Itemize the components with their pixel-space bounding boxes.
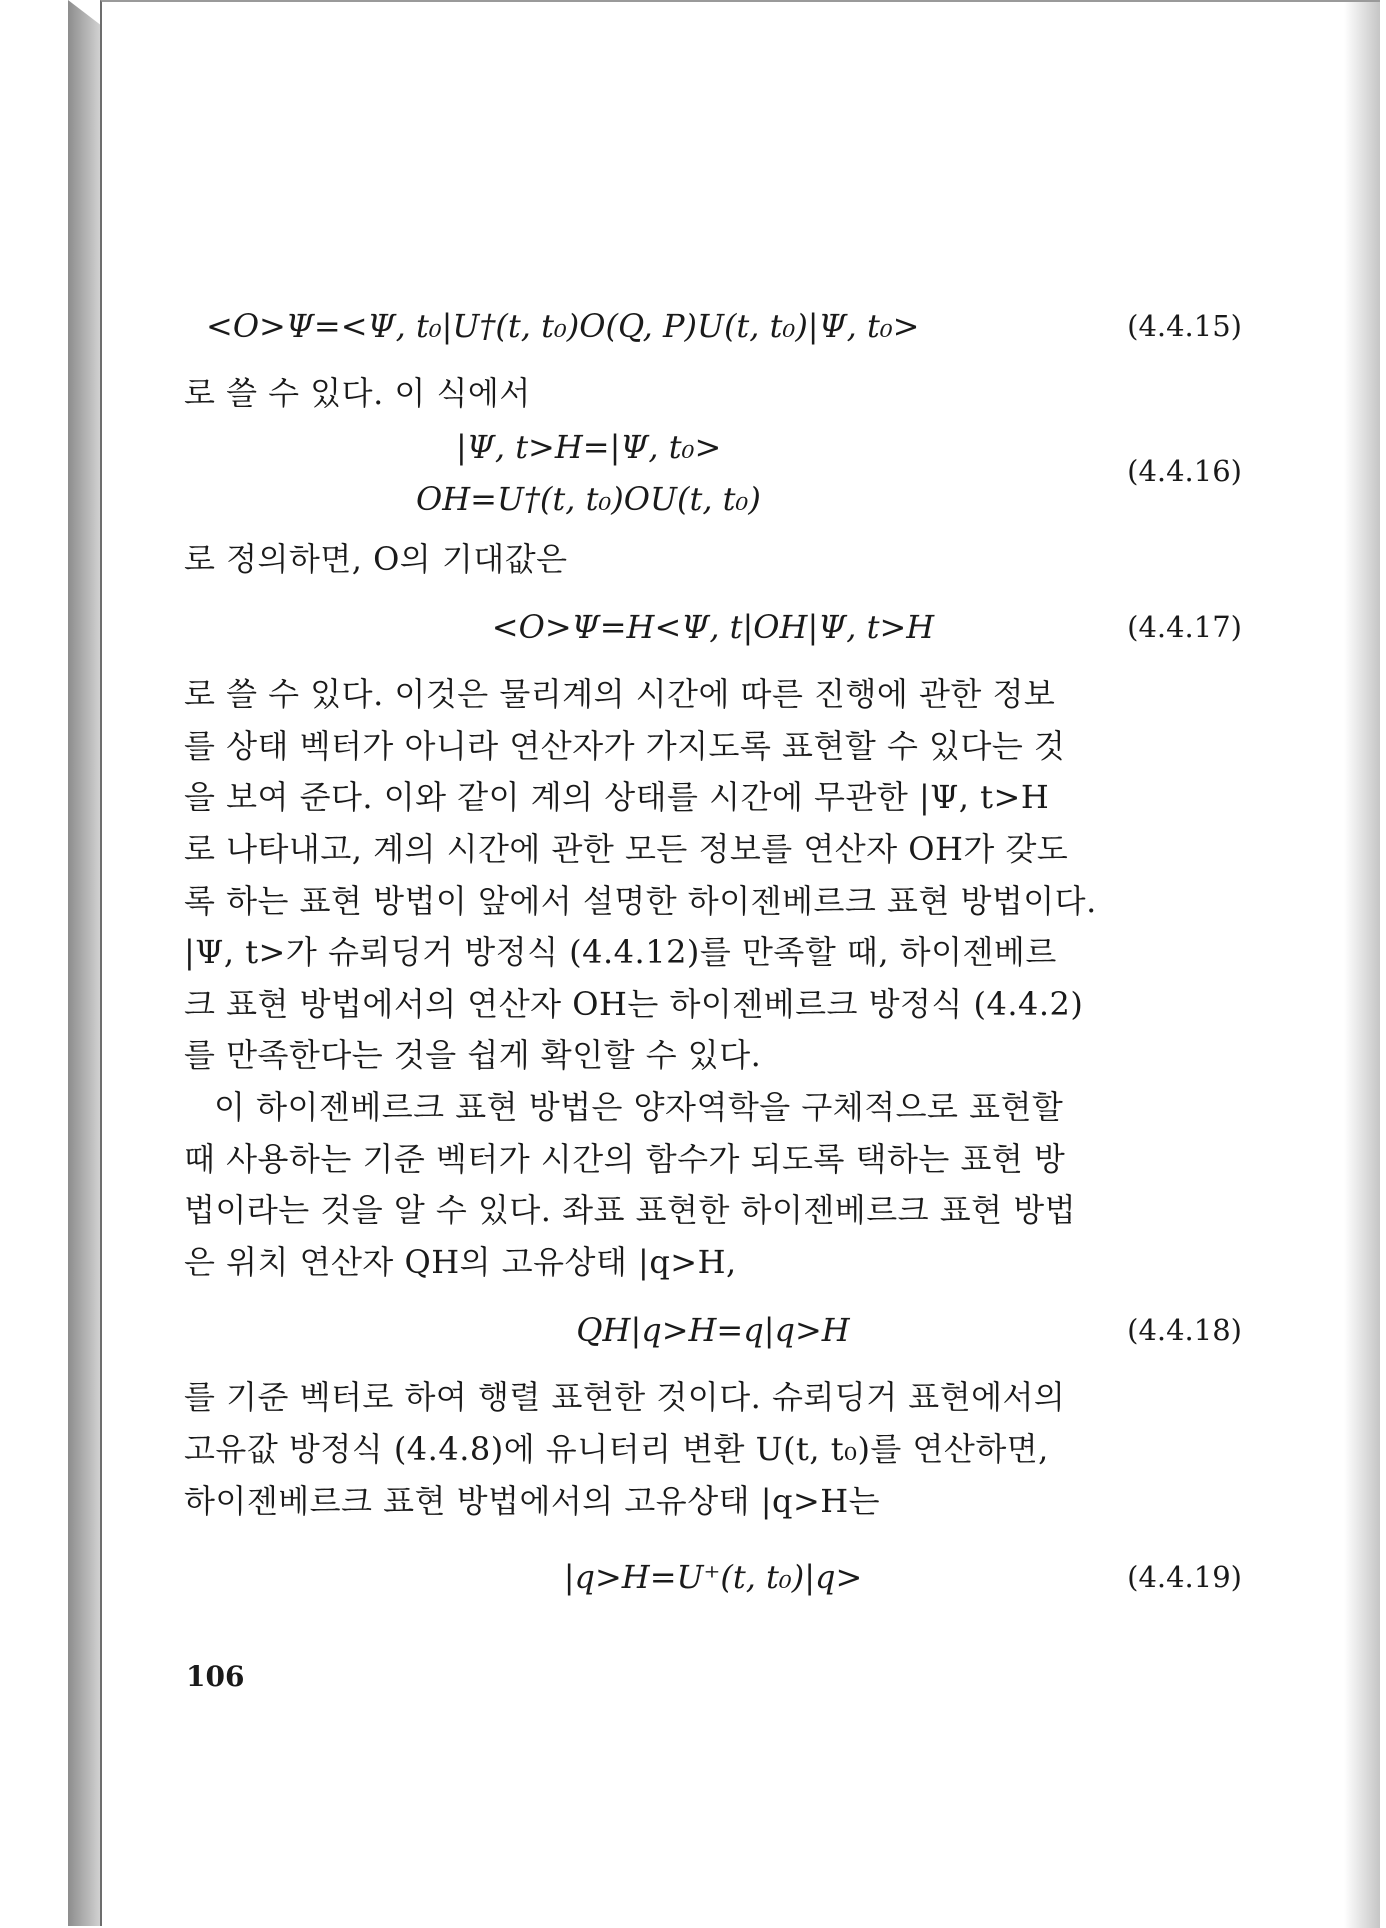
text-line: 로 쓸 수 있다. 이것은 물리계의 시간에 따른 진행에 관한 정보: [184, 675, 1056, 714]
book-spine: [68, 0, 102, 1926]
equation-number: (4.4.18): [1127, 1313, 1242, 1348]
paragraph-5: [184, 1372, 1242, 1527]
equation-body: <O>Ψ=H<Ψ, t|OH|Ψ, t>H: [491, 608, 935, 647]
text-line: 로 쓸 수 있다. 이 식에서: [184, 374, 531, 412]
equation-4-4-18: [184, 1300, 1242, 1360]
equation-number: (4.4.16): [1127, 453, 1242, 488]
equation-number: (4.4.15): [1127, 309, 1242, 343]
text-line: 을 보여 준다. 이와 같이 계의 상태를 시간에 무관한 |Ψ, t>H: [184, 778, 1050, 817]
text-line: 법이라는 것을 알 수 있다. 좌표 표현한 하이젠베르크 표현 방법: [184, 1191, 1077, 1230]
equation-body: QH|q>H=q|q>H: [576, 1311, 850, 1350]
page-edge-shadow: [1344, 2, 1380, 1928]
page-number: 106: [186, 1660, 245, 1693]
equation-body: <O>Ψ=<Ψ, t₀|U†(t, t₀)O(Q, P)U(t, t₀)|Ψ, t₀>: [206, 307, 920, 345]
equation-number: (4.4.19): [1127, 1560, 1242, 1595]
paragraph-2: [184, 534, 1242, 586]
equation-line-2: OH=U†(t, t₀)OU(t, t₀): [416, 479, 761, 518]
text-line: 크 표현 방법에서의 연산자 OH는 하이젠베르크 방정식 (4.4.2): [184, 984, 1084, 1023]
equation-number: (4.4.17): [1127, 610, 1242, 645]
text-line: 하이젠베르크 표현 방법에서의 고유상태 |q>H는: [184, 1481, 881, 1520]
equation-line-1: |Ψ, t>H=|Ψ, t₀>: [456, 427, 722, 466]
paragraph-4: [184, 1082, 1242, 1288]
paragraph-3: [184, 669, 1242, 1082]
text-line: 를 기준 벡터로 하여 행렬 표현한 것이다. 슈뢰딩거 표현에서의: [184, 1378, 1066, 1417]
text-line: 때 사용하는 기준 벡터가 시간의 함수가 되도록 택하는 표현 방: [184, 1139, 1066, 1178]
text-line: 고유값 방정식 (4.4.8)에 유니터리 변환 U(t, t₀)를 연산하면,: [184, 1429, 1049, 1468]
equation-4-4-15: [184, 296, 1242, 356]
text-line: 로 나타내고, 계의 시간에 관한 모든 정보를 연산자 OH가 갖도: [184, 829, 1069, 868]
text-line: 로 정의하면, O의 기대값은: [184, 539, 568, 578]
page-content: [184, 296, 1242, 1607]
equation-4-4-16: [184, 428, 1242, 530]
text-line: 를 상태 벡터가 아니라 연산자가 가지도록 표현할 수 있다는 것: [184, 726, 1066, 765]
paragraph-1: [184, 368, 1242, 420]
text-line: |Ψ, t>가 슈뢰딩거 방정식 (4.4.12)를 만족할 때, 하이젠베르: [184, 933, 1057, 972]
equation-body: |q>H=U⁺(t, t₀)|q>: [563, 1558, 863, 1597]
text-line: 록 하는 표현 방법이 앞에서 설명한 하이젠베르크 표현 방법이다.: [184, 881, 1097, 920]
text-line: 이 하이젠베르크 표현 방법은 양자역학을 구체적으로 표현할: [214, 1087, 1064, 1126]
equation-4-4-19: [184, 1547, 1242, 1607]
text-line: 은 위치 연산자 QH의 고유상태 |q>H,: [184, 1242, 737, 1281]
text-line: 를 만족한다는 것을 쉽게 확인할 수 있다.: [184, 1036, 762, 1075]
equation-4-4-17: [184, 597, 1242, 657]
